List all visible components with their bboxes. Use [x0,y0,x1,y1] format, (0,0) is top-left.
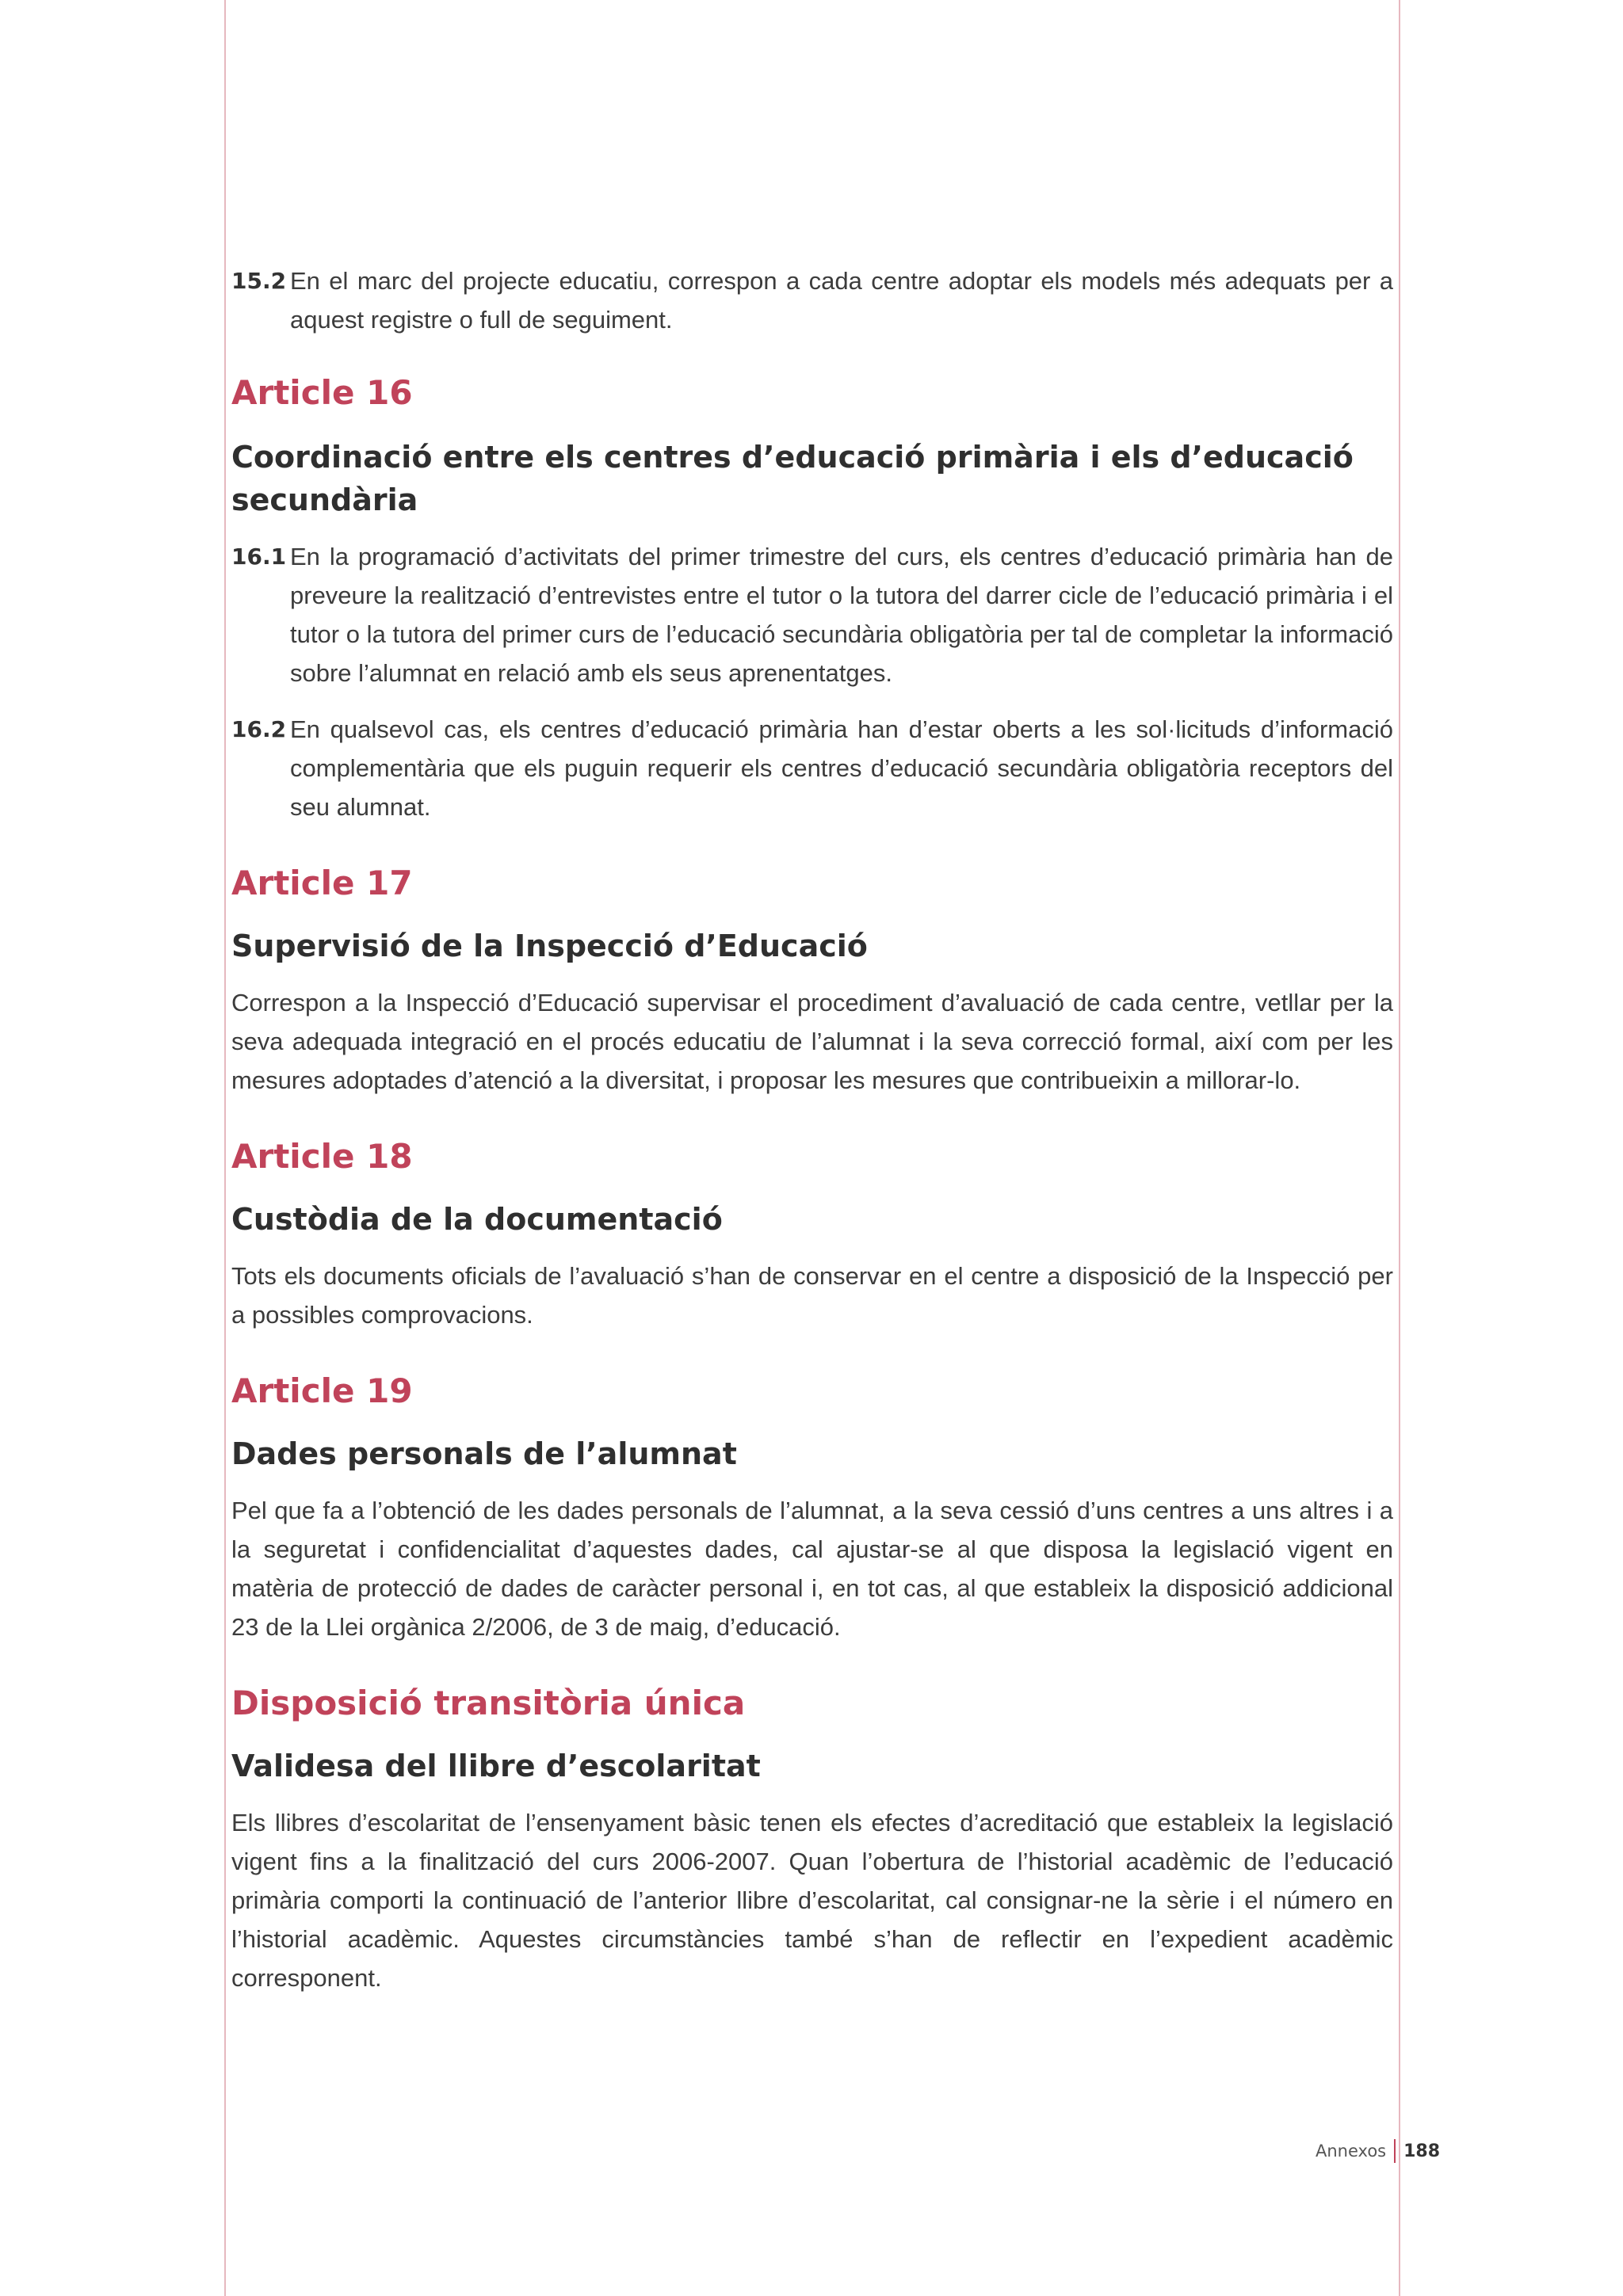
provision-text: Els llibres d’escolaritat de l’ensenyament bàsic tenen els efectes d’acreditació que estableix la legislació vigent fins a la finalització del curs 2006-2007. Quan l’obertura de l’historial acadèmic de l’educació primària comporti la continuació de l’anterior llibre d’escolaritat, cal consignar-ne la sèrie i el número en l’historial acadèmic. Aquestes circumstàncies també s’han de reflectir en l’expedient acadèmic corresponent. [231,1809,1393,1992]
article-18 [231,1135,1393,1334]
article-subtitle: Supervisió de la Inspecció d’Educació [231,929,868,963]
article-title: Article 19 [231,1371,413,1410]
section-label: Annexos [1316,2142,1387,2161]
paragraph-number: 16.1 [231,543,287,570]
provision-title: Disposició transitòria única [231,1684,746,1722]
page-number: 188 [1403,2141,1441,2161]
left-margin-rule [224,0,226,2296]
paragraph-number: 15.2 [231,268,287,294]
article-19 [231,1369,1393,1646]
paragraph-text: En la programació d’activitats del primer trimestre del curs, els centres d’educació primària han de preveure la realització d’entrevistes entre el tutor o la tutora del darrer cicle de l’educació primària i el tutor o la tutora del primer curs de l’educació secundària obligatòria per tal de completar la informació sobre l’alumnat en relació amb els seus aprenentatges. [290,543,1393,687]
article-subtitle: Coordinació entre els centres d’educació primària i els d’educació secundària [231,440,1354,517]
article-17 [231,861,1393,1100]
article-text: Tots els documents oficials de l’avaluació s’han de conservar en el centre a disposició de la Inspecció per a possibles comprovacions. [231,1262,1393,1329]
page-footer [1316,2139,1440,2163]
article-text: Pel que fa a l’obtenció de les dades personals de l’alumnat, a la seva cessió d’uns centres a uns altres i a la seguretat i confidencialitat d’aquestes dades, cal ajustar-se al que disposa la legislació vigent en matèria de protecció de dades de caràcter personal i, en tot cas, al que estableix la disposició addicional 23 de la Llei orgànica 2/2006, de 3 de maig, d’educació. [231,1497,1393,1641]
document-body [231,261,1393,1997]
article-title: Article 17 [231,864,413,902]
paragraph-16-2 [231,710,1393,826]
article-subtitle: Custòdia de la documentació [231,1202,723,1237]
article-title: Article 16 [231,373,413,412]
paragraph-number: 16.2 [231,716,287,742]
transitional-provision [231,1681,1393,1997]
footer-divider [1394,2139,1396,2163]
article-subtitle: Dades personals de l’alumnat [231,1436,737,1471]
paragraph-15-2 [231,261,1393,339]
article-text: Correspon a la Inspecció d’Educació supervisar el procediment d’avaluació de cada centre, vetllar per la seva adequada integració en el procés educatiu de l’alumnat i la seva correcció formal, així com per les mesures adoptades d’atenció a la diversitat, i proposar les mesures que contribueixin a millorar-lo. [231,989,1393,1094]
right-margin-rule [1399,0,1400,2296]
article-16 [231,371,1393,826]
paragraph-text: En el marc del projecte educatiu, correspon a cada centre adoptar els models més adequats per a aquest registre o full de seguiment. [290,267,1393,334]
paragraph-16-1 [231,537,1393,692]
article-title: Article 18 [231,1137,413,1176]
paragraph-text: En qualsevol cas, els centres d’educació primària han d’estar oberts a les sol·licituds d’informació complementària que els puguin requerir els centres d’educació secundària obligatòria receptors del seu alumnat. [290,715,1393,821]
provision-subtitle: Validesa del llibre d’escolaritat [231,1749,761,1783]
